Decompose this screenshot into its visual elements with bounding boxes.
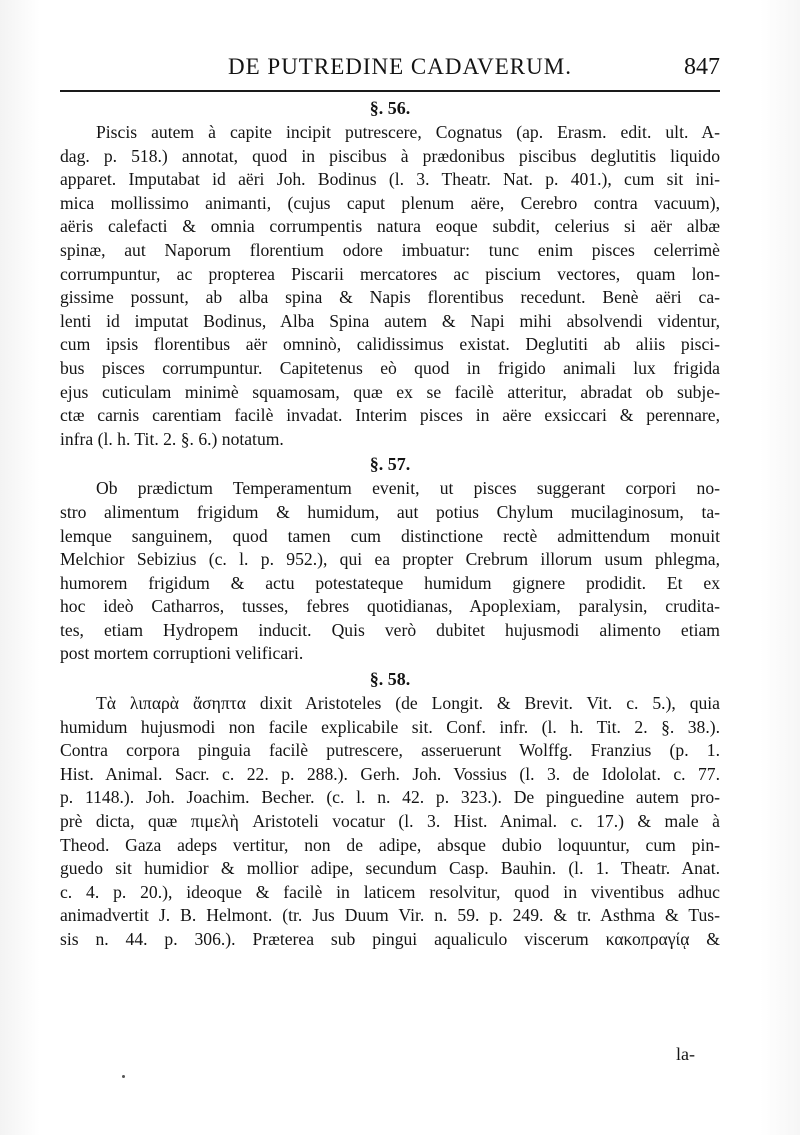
text-line: ejus cuticulam minimè squamosam, quæ ex se facilè atteritur, abradat ob subje- [60, 381, 720, 402]
text-line: gissime possunt, ab alba spina & Napis florentibus recedunt. Benè aëri ca- [60, 287, 720, 308]
text-line: p. 1148.). Joh. Joachim. Becher. (c. l. n. 42. p. 323.). De pinguedine autem pro- [60, 787, 720, 808]
text-line: Contra corpora pinguia facilè putrescere, asseruerunt Wolffg. Franzius (p. 1. [60, 740, 720, 761]
running-title: DE PUTREDINE CADAVERUM. [228, 54, 572, 79]
text-line: lemque sanguinem, quod tamen cum distinctione rectè admittendum monuit [60, 525, 720, 546]
ink-speck [122, 1075, 125, 1078]
text-line: tes, etiam Hydropem inducit. Quis verò dubitet hujusmodi alimento etiam [60, 619, 720, 640]
text-line: dag. p. 518.) annotat, quod in piscibus à prædonibus piscibus deglutitis liquido [60, 145, 720, 166]
paragraph-56 [60, 121, 720, 451]
text-line: ctæ carnis carentiam facilè invadat. Interim pisces in aëre exsiccari & perennare, [60, 405, 720, 426]
body-text [60, 95, 720, 952]
text-line: lenti id imputat Bodinus, Alba Spina autem & Napi mihi absolvendi videntur, [60, 310, 720, 331]
text-line: Theod. Gaza adeps vertitur, non de adipe, absque dubio loquuntur, cum pin- [60, 834, 720, 855]
text-line: bus pisces corrumpuntur. Capitetenus eò quod in frigido animali lux frigida [60, 357, 720, 378]
section-heading-56: §. 56. [369, 98, 411, 118]
text-line: corrumpuntur, ac propterea Piscarii mercatores ac piscium vectores, quam lon- [60, 263, 720, 284]
section-heading-58: §. 58. [369, 669, 411, 690]
text-line: Hist. Animal. Sacr. c. 22. p. 288.). Gerh. Joh. Vossius (l. 3. de Idololat. c. 77. [60, 763, 720, 784]
page-header [0, 50, 800, 90]
text-line: stro alimentum frigidum & humidum, aut potius Chylum mucilaginosum, ta- [60, 501, 720, 522]
text-line: post mortem corruptioni velificari. [60, 643, 304, 664]
text-line: humorem frigidum & actu potestateque humidum gignere prodidit. Et ex [60, 572, 720, 593]
catchword: la- [676, 1044, 695, 1064]
text-line: cum ipsis florentibus aër omninò, calidissimus existat. Deglutiti ab aliis pisci- [60, 334, 720, 355]
text-line: Melchior Sebizius (c. l. p. 952.), qui ea propter Crebrum illorum usum phlegma, [60, 549, 720, 570]
text-line: prè dicta, quæ πιμελὴ Aristoteli vocatur (l. 3. Hist. Animal. c. 17.) & male à [60, 811, 720, 832]
text-line: apparet. Imputabat id aëri Joh. Bodinus (l. 3. Theatr. Nat. p. 401.), cum sit ini- [60, 169, 720, 190]
text-line: Τὰ λιπαρὰ ἄσηπτα dixit Aristoteles (de Longit. & Brevit. Vit. c. 5.), quia [96, 693, 720, 714]
page-number: 847 [684, 54, 720, 80]
header-rule [60, 90, 720, 92]
text-line: animadvertit J. B. Helmont. (tr. Jus Duum Vir. n. 59. p. 249. & tr. Asthma & Tus- [60, 905, 720, 926]
text-line: mica mollissimo animanti, (cujus caput plenum aëre, Cerebro contra vacuum), [60, 192, 720, 213]
text-line: sis n. 44. p. 306.). Præterea sub pingui aqualiculo viscerum κακοπραγίᾳ & [60, 929, 720, 949]
paragraph-57 [60, 477, 720, 666]
text-line: humidum hujusmodi non facile explicabile sit. Conf. infr. (l. h. Tit. 2. §. 38.). [60, 716, 720, 737]
text-line: Piscis autem à capite incipit putrescere, Cognatus (ap. Erasm. edit. ult. A- [96, 122, 720, 142]
section-heading-57: §. 57. [369, 454, 411, 475]
paragraph-58 [60, 692, 720, 952]
text-line: c. 4. p. 20.), ideoque & facilè in laticem resolvitur, quod in viventibus adhuc [60, 881, 720, 902]
text-line: infra (l. h. Tit. 2. §. 6.) notatum. [60, 428, 284, 449]
text-line: Ob prædictum Temperamentum evenit, ut pisces suggerant corpori no- [96, 478, 720, 499]
text-line: guedo sit humidior & mollior adipe, secundum Casp. Bauhin. (l. 1. Theatr. Anat. [60, 858, 720, 879]
text-line: hoc ideò Catharros, tusses, febres quotidianas, Apoplexiam, paralysin, crudita- [60, 596, 720, 617]
text-line: spinæ, aut Naporum florentium odore imbuatur: tunc enim pisces celerrimè [60, 239, 720, 260]
text-line: aëris calefacti & omnia corrumpentis natura eoque subdit, celerius si aër albæ [60, 216, 720, 237]
